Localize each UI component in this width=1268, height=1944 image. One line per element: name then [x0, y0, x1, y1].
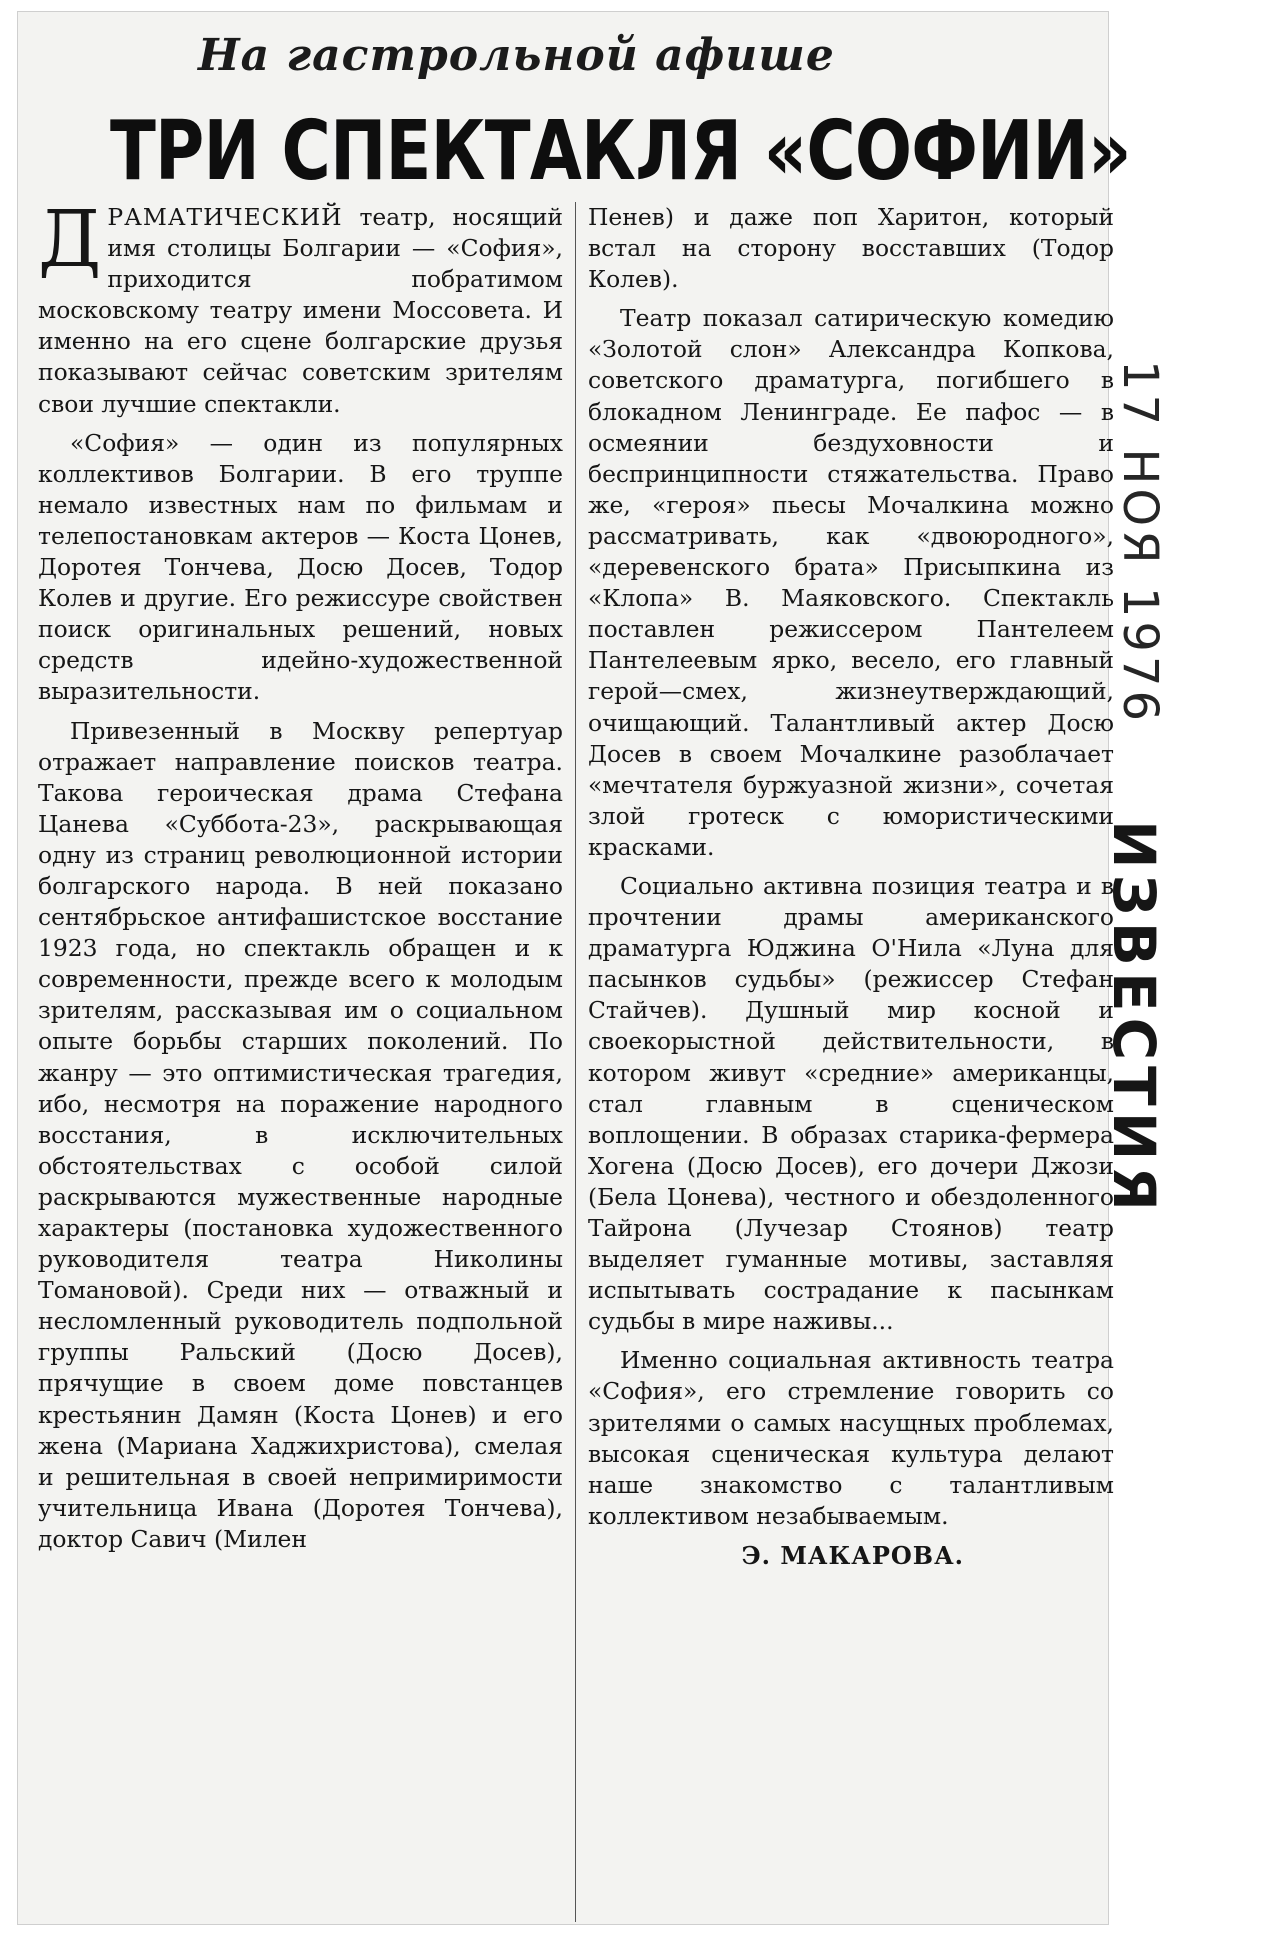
- article-paragraph-5: Социально активна позиция театра и в прочтении драмы американского драматурга Юджина О'Нила «Луна для пасынков судьбы» (режиссер Стефан Стайчев). Душный мир косной и своекорыстной действительности, в котором живут «средние» американцы, стал главным в сценическом воплощении. В образах старика-фермера Хогена (Досю Досев), его дочери Джози (Бела Цонева), честного и обездоленного Тайрона (Лучезар Стоянов) театр выделяет гуманные мотивы, заставляя испытывать сострадание к пасынкам судьбы в мире наживы...: [588, 871, 1114, 1336]
- section-kicker: На гастрольной афише: [198, 30, 835, 81]
- article-column-right: [588, 202, 1114, 1571]
- article-paragraph-6: Именно социальная активность театра «София», его стремление говорить со зрителями о самых насущных проблемах, высокая сценическая культура делают наше знакомство с талантливым коллективом незабываемым.: [588, 1346, 1114, 1530]
- article-column-left: [38, 195, 563, 1555]
- lead-word: РАМАТИЧЕСКИЙ: [107, 203, 343, 231]
- article-paragraph-1: [38, 195, 563, 420]
- paragraph-1-text: театр, носящий имя столицы Болгарии — «София», приходится побратимом московскому театру имени Моссовета. И именно на его сцене болгарские друзья показывают сейчас советским зрителям свои лучшие спектакли.: [38, 203, 563, 418]
- drop-cap: Д: [38, 195, 102, 285]
- article-paragraph-4: Театр показал сатирическую комедию «Золотой слон» Александра Копкова, советского драматурга, погибшего в блокадном Ленинграде. Ее пафос — в осмеянии бездуховности и беспринципности стяжательства. Право же, «героя» пьесы Мочалкина можно рассматривать, как «двоюродного», «деревенского брата» Присыпкина из «Клопа» В. Маяковского. Спектакль поставлен режиссером Пантелеем Пантелеевым ярко, весело, его главный герой—смех, жизнеутверждающий, очищающий. Талантливый актер Досю Досев в своем Мочалкине разоблачает «мечтателя буржуазной жизни», сочетая злой гротеск с юмористическими красками.: [588, 304, 1114, 861]
- column-divider: [575, 202, 576, 1922]
- article-paragraph-3-continued: Пенев) и даже поп Харитон, который встал на сторону восставших (Тодор Колев).: [588, 203, 1114, 294]
- newspaper-name-stamp: ИЗВЕСТИЯ: [1100, 820, 1168, 1217]
- newspaper-clipping: [18, 12, 1131, 1924]
- article-author: Э. МАКАРОВА.: [741, 1540, 964, 1570]
- article-paragraph-3: Привезенный в Москву репертуар отражает направление поисков театра. Такова героическая драма Стефана Цанева «Суббота-23», раскрывающая одну из страниц революционной истории болгарского народа. В ней показано сентябрьское антифашистское восстание 1923 года, но спектакль обращен и к современности, прежде всего к молодым зрителям, рассказывая им о социальном опыте борьбы старших поколений. По жанру — это оптимистическая трагедия, ибо, несмотря на поражение народного восстания, в исключительных обстоятельствах с особой силой раскрываются мужественные народные характеры (постановка художественного руководителя театра Николины Томановой). Среди них — отважный и несломленный руководитель подпольной группы Ральский (Досю Досев), прячущие в своем доме повстанцев крестьянин Дамян (Коста Цонев) и его жена (Мариана Хаджихристова), смелая и решительная в своей непримиримости учительница Ивана (Доротея Тончева), доктор Савич (Милен: [38, 716, 563, 1553]
- article-headline: ТРИ СПЕКТАКЛЯ «СОФИИ»: [110, 104, 1131, 199]
- article-paragraph-2: «София» — один из популярных коллективов Болгарии. В его труппе немало известных нам по фильмам и телепостановкам актеров — Коста Цонев, Доротея Тончева, Досю Досев, Тодор Колев и другие. Его режиссуре свойствен поиск оригинальных решений, новых средств идейно-художественной выразительности.: [38, 428, 563, 706]
- date-stamp: 17 НОЯ 1976: [1112, 360, 1168, 725]
